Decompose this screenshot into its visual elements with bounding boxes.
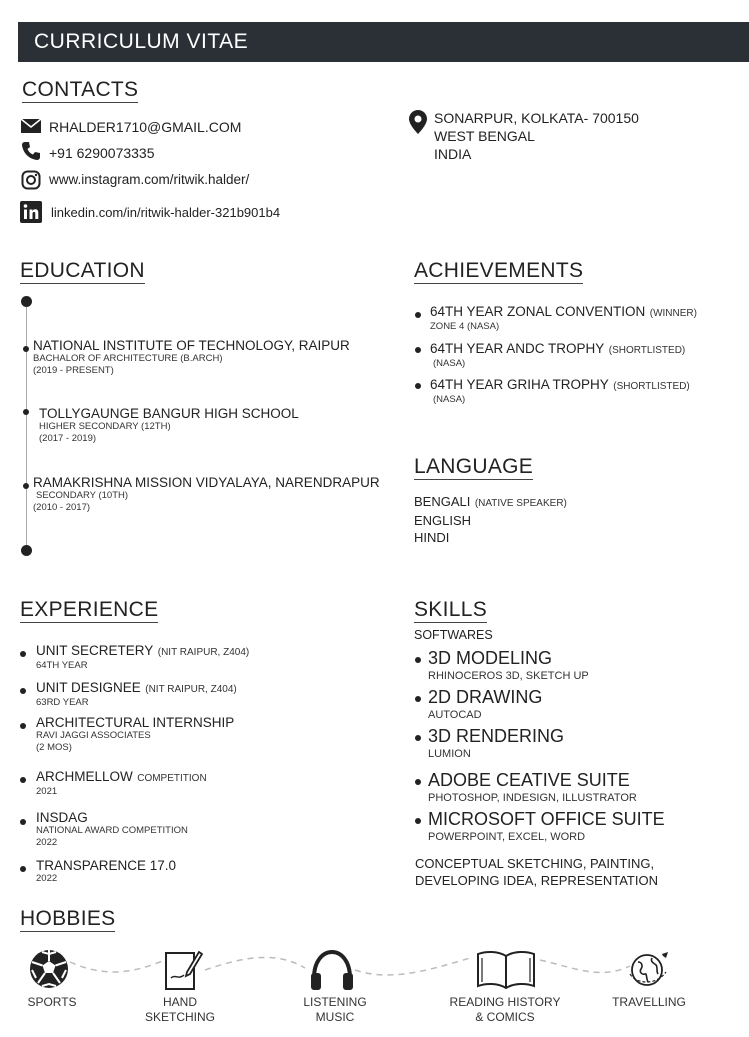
bullet-dot <box>415 657 421 663</box>
experience-item <box>36 679 237 709</box>
skill-title: 3D MODELING <box>428 648 553 668</box>
linkedin-icon <box>20 201 42 223</box>
achievement-title: 64TH YEAR ANDC TROPHY <box>430 341 605 356</box>
bullet-dot <box>415 312 421 318</box>
bullet-dot <box>415 735 421 741</box>
achievement-org: (NASA) <box>433 394 466 405</box>
hobby-label-line: SPORTS <box>27 995 77 1009</box>
experience-item <box>36 768 207 798</box>
experience-title: TRANSPARENCE 17.0 <box>36 858 177 873</box>
experience-detail: NATIONAL AWARD COMPETITION <box>36 825 188 836</box>
email-link[interactable]: RHALDER1710@GMAIL.COM <box>49 119 242 135</box>
years: (2017 - 2019) <box>39 433 97 444</box>
timeline-start-dot <box>21 296 32 307</box>
experience-detail: RAVI JAGGI ASSOCIATES <box>36 730 151 741</box>
achievement-item <box>430 303 697 333</box>
hobby-label <box>22 995 82 1010</box>
language-name: HINDI <box>414 530 450 545</box>
years: (2010 - 2017) <box>33 502 91 513</box>
hobbies-heading: HOBBIES <box>20 907 116 930</box>
experience-item <box>36 810 188 849</box>
education-item <box>39 406 299 445</box>
education-item <box>33 475 380 514</box>
hobby-label-line: SKETCHING <box>144 1010 215 1024</box>
timeline-line <box>26 300 27 552</box>
phone-number[interactable]: +91 6290073335 <box>49 145 155 161</box>
skill-tools: LUMION <box>428 748 471 760</box>
timeline-dot <box>23 409 29 415</box>
header-bar <box>18 22 749 62</box>
bullet-dot <box>20 651 26 657</box>
degree: HIGHER SECONDARY (12TH) <box>39 421 171 432</box>
experience-detail: 2021 <box>36 786 58 797</box>
education-heading: EDUCATION <box>20 259 145 282</box>
other-skills-line: CONCEPTUAL SKETCHING, PAINTING, <box>415 856 655 871</box>
bullet-dot <box>415 779 421 785</box>
experience-item <box>36 715 234 754</box>
skill-tools: AUTOCAD <box>428 709 482 721</box>
instagram-link[interactable]: www.instagram.com/ritwik.halder/ <box>49 172 250 187</box>
experience-title: INSDAG <box>36 810 88 825</box>
other-skills <box>415 855 658 889</box>
experience-detail: 64TH YEAR <box>36 660 88 671</box>
achievements-heading: ACHIEVEMENTS <box>414 259 584 282</box>
language-name: ENGLISH <box>414 513 472 528</box>
soccer-ball-icon <box>28 948 70 990</box>
timeline-end-dot <box>21 545 32 556</box>
bullet-dot <box>20 777 26 783</box>
location-pin-icon <box>408 109 428 135</box>
experience-detail: (2 MOS) <box>36 742 72 753</box>
bullet-dot <box>20 723 26 729</box>
skills-heading: SKILLS <box>414 598 488 621</box>
years: (2019 - PRESENT) <box>33 365 114 376</box>
achievement-tag: (WINNER) <box>649 308 697 319</box>
skill-title: MICROSOFT OFFICE SUITE <box>428 809 665 829</box>
achievement-item <box>430 340 685 370</box>
skill-tools: POWERPOINT, EXCEL, WORD <box>428 831 586 843</box>
experience-item <box>36 858 176 885</box>
language-list <box>414 493 567 546</box>
experience-detail: 2022 <box>36 837 58 848</box>
hobby-label <box>608 995 690 1010</box>
address-block <box>434 109 639 163</box>
contacts-heading: CONTACTS <box>22 78 139 101</box>
degree: BACHALOR OF ARCHITECTURE (B.ARCH) <box>33 353 223 364</box>
skill-tools: PHOTOSHOP, INDESIGN, ILLUSTRATOR <box>428 792 637 804</box>
skill-tools: RHINOCEROS 3D, SKETCH UP <box>428 670 589 682</box>
address-line: INDIA <box>434 146 472 162</box>
achievement-tag: (SHORTLISTED) <box>613 381 690 392</box>
skills-subtitle: SOFTWARES <box>414 628 493 642</box>
instagram-icon <box>21 170 41 190</box>
skill-title: 3D RENDERING <box>428 726 565 746</box>
hobby-label <box>445 995 565 1025</box>
hobby-label-line: LISTENING <box>303 995 367 1009</box>
experience-item <box>36 642 249 672</box>
skill-title: 2D DRAWING <box>428 687 543 707</box>
school-name: RAMAKRISHNA MISSION VIDYALAYA, NARENDRAPUR <box>33 475 380 490</box>
experience-title: UNIT SECRETERY <box>36 643 154 658</box>
achievement-org: ZONE 4 (NASA) <box>430 321 500 332</box>
address-line: WEST BENGAL <box>434 128 535 144</box>
achievement-title: 64TH YEAR GRIHA TROPHY <box>430 377 609 392</box>
experience-detail: 2022 <box>36 873 58 884</box>
experience-title: ARCHMELLOW <box>36 769 133 784</box>
skill-item <box>428 648 589 683</box>
skill-item <box>428 726 564 761</box>
skill-item <box>428 809 665 844</box>
timeline-dot <box>23 346 29 352</box>
hobby-label-line: & COMICS <box>475 1010 535 1024</box>
skill-title: ADOBE CEATIVE SUITE <box>428 770 630 790</box>
experience-tag: COMPETITION <box>137 773 207 784</box>
experience-title: ARCHITECTURAL INTERNSHIP <box>36 715 235 730</box>
language-heading: LANGUAGE <box>414 455 534 478</box>
linkedin-link[interactable]: linkedin.com/in/ritwik-halder-321b901b4 <box>51 205 281 220</box>
open-book-icon <box>474 948 538 992</box>
mail-icon <box>20 118 42 134</box>
bullet-dot <box>415 347 421 353</box>
achievement-title: 64TH YEAR ZONAL CONVENTION <box>430 304 646 319</box>
hobby-label-line: HAND <box>162 995 197 1009</box>
language-name: BENGALI <box>414 494 471 509</box>
globe-plane-icon <box>626 950 670 990</box>
degree: SECONDARY (10TH) <box>36 490 129 501</box>
achievement-tag: (SHORTLISTED) <box>608 345 686 356</box>
hobby-label <box>140 995 220 1025</box>
page-title: CURRICULUM VITAE <box>34 30 249 53</box>
experience-tag: (NIT RAIPUR, Z404) <box>157 647 250 658</box>
skill-item <box>428 687 542 722</box>
address-line: SONARPUR, KOLKATA- 700150 <box>434 110 639 126</box>
headphones-icon <box>308 948 356 992</box>
language-note: (NATIVE SPEAKER) <box>474 498 567 509</box>
bullet-dot <box>20 688 26 694</box>
experience-tag: (NIT RAIPUR, Z404) <box>145 684 237 695</box>
hobby-label-line: MUSIC <box>315 1010 355 1024</box>
achievement-item <box>430 376 690 406</box>
bullet-dot <box>415 696 421 702</box>
education-item <box>33 338 350 377</box>
hobby-label-line: READING HISTORY <box>449 995 561 1009</box>
school-name: NATIONAL INSTITUTE OF TECHNOLOGY, RAIPUR <box>33 338 350 353</box>
experience-title: UNIT DESIGNEE <box>36 680 141 695</box>
achievement-org: (NASA) <box>433 358 466 369</box>
bullet-dot <box>20 866 26 872</box>
other-skills-line: DEVELOPING IDEA, REPRESENTATION <box>415 873 658 888</box>
sketch-pad-icon <box>163 948 203 992</box>
school-name: TOLLYGAUNGE BANGUR HIGH SCHOOL <box>39 406 299 421</box>
timeline-dot <box>23 483 29 489</box>
experience-heading: EXPERIENCE <box>20 598 159 621</box>
skill-item <box>428 770 637 805</box>
bullet-dot <box>415 818 421 824</box>
phone-icon <box>21 141 41 161</box>
hobby-label-line: TRAVELLING <box>612 995 686 1009</box>
bullet-dot <box>415 383 421 389</box>
bullet-dot <box>20 819 26 825</box>
hobby-label <box>295 995 375 1025</box>
experience-detail: 63RD YEAR <box>36 697 89 708</box>
